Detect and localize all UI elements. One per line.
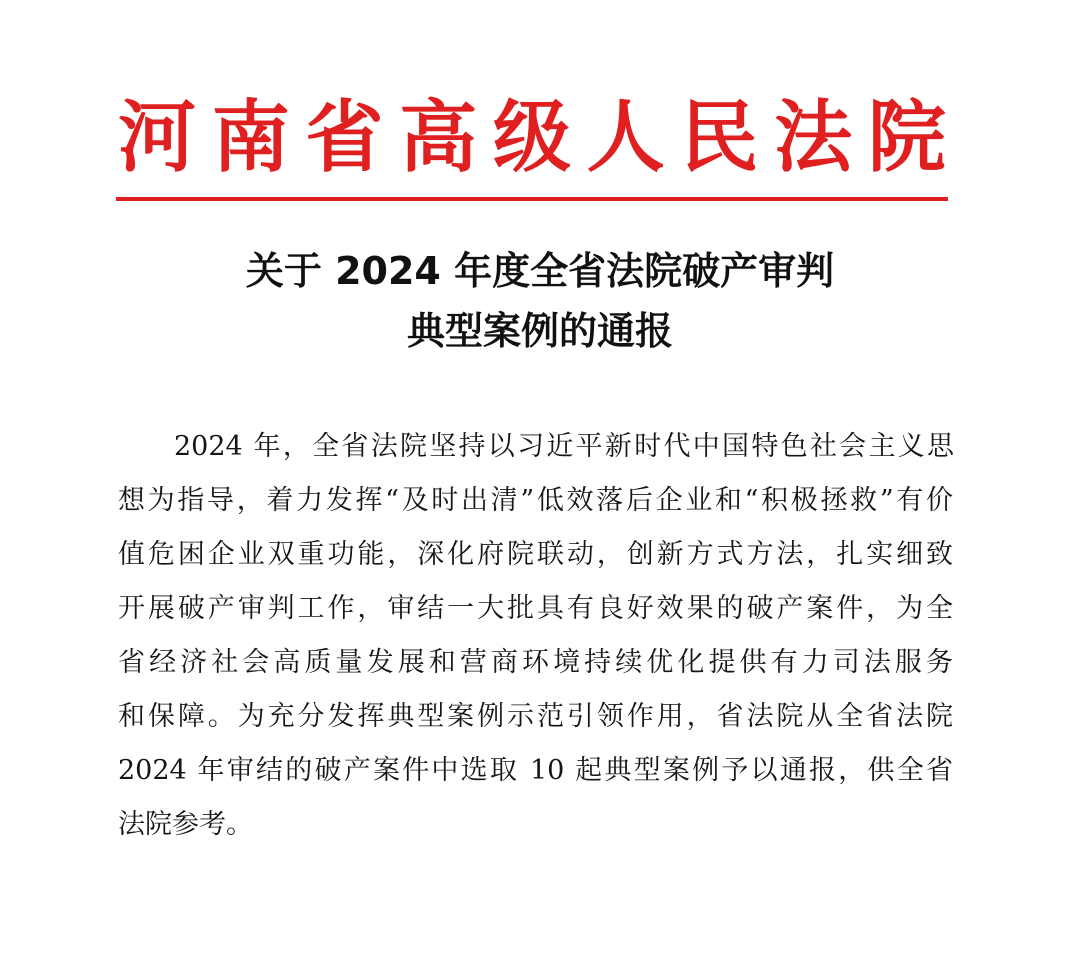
- body-line: [118, 690, 958, 744]
- masthead-char: 高: [399, 92, 478, 183]
- masthead-char: 法: [774, 92, 853, 183]
- masthead-char: 人: [586, 92, 665, 183]
- document-title-line-2: 典型案例的通报: [406, 309, 673, 353]
- body-line: [118, 798, 958, 852]
- red-separator-rule: [116, 197, 948, 201]
- body-line-text: 2024 年，全省法院坚持以习近平新时代中国特色社会主义思: [174, 431, 954, 462]
- masthead-char: 级: [492, 92, 571, 183]
- masthead-char: 民: [680, 92, 759, 183]
- body-line: [118, 528, 958, 582]
- body-paragraph: [118, 420, 958, 852]
- body-line: [118, 420, 958, 474]
- body-line: [118, 744, 958, 798]
- body-line-text: 省经济社会高质量发展和营商环境持续优化提供有力司法服务: [118, 647, 953, 678]
- body-line-text: 2024 年审结的破产案件中选取 10 起典型案例予以通报，供全省: [118, 755, 953, 786]
- body-line-text: 法院参考。: [118, 809, 253, 840]
- body-line-text: 值危困企业双重功能，深化府院联动，创新方式方法，扎实细致: [118, 539, 953, 570]
- document-title-line-1: 关于 2024 年度全省法院破产审判: [245, 249, 835, 293]
- court-masthead: [118, 92, 946, 184]
- body-line-text: 和保障。为充分发挥典型案例示范引领作用，省法院从全省法院: [118, 701, 953, 732]
- body-line: [118, 474, 958, 528]
- body-line: [118, 636, 958, 690]
- body-line-text: 想为指导，着力发挥“及时出清”低效落后企业和“积极拯救”有价: [118, 485, 953, 516]
- masthead-char: 省: [305, 92, 384, 183]
- masthead-char: 院: [867, 92, 946, 183]
- body-line-text: 开展破产审判工作，审结一大批具有良好效果的破产案件，为全: [118, 593, 953, 624]
- body-line: [118, 582, 958, 636]
- masthead-char: 河: [118, 92, 197, 183]
- masthead-char: 南: [211, 92, 290, 183]
